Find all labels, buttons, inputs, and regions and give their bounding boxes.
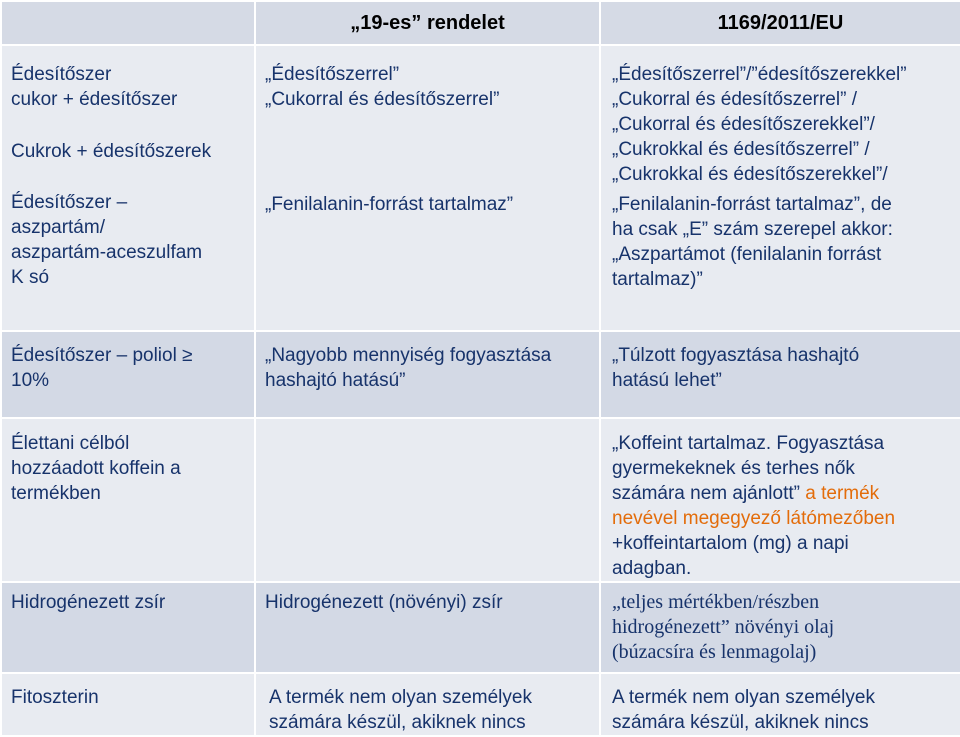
text-line: „Cukorral és édesítőszerrel” / bbox=[612, 89, 857, 110]
text-line: „Aszpartámot (fenilalanin forrást bbox=[612, 244, 882, 265]
text-line: „Édesítőszerrel” bbox=[265, 64, 400, 85]
row2-label-cell bbox=[1, 331, 255, 418]
row3-rule19-cell bbox=[255, 418, 600, 582]
table-row bbox=[1, 45, 960, 331]
table-row bbox=[1, 418, 960, 582]
table-row bbox=[1, 582, 960, 673]
text-line: hatású lehet” bbox=[612, 370, 722, 391]
row1-eu-cell bbox=[600, 45, 960, 331]
label-line: termékben bbox=[11, 483, 101, 504]
header-row bbox=[1, 1, 960, 45]
row4-label-cell: Hidrogénezett zsír bbox=[1, 582, 255, 673]
row4-eu-cell bbox=[600, 582, 960, 673]
label-line: Édesítőszer bbox=[11, 64, 112, 85]
text-line: ha csak „E” szám szerepel akkor: bbox=[612, 219, 893, 240]
text-line: gyermekeknek és terhes nők bbox=[612, 458, 855, 479]
text-line bbox=[612, 481, 960, 506]
text-line: A termék nem olyan személyek bbox=[612, 687, 875, 708]
highlight-line: nevével megegyező látómezőben bbox=[612, 508, 896, 529]
text-line: „Édesítőszerrel”/”édesítőszerekkel” bbox=[612, 64, 907, 85]
header-empty-cell bbox=[1, 1, 255, 45]
text-line: „Cukorral és édesítőszerekkel”/ bbox=[612, 114, 875, 135]
text-line: hidrogénezett” növényi olaj bbox=[612, 616, 835, 638]
text-line: „Cukrokkal és édesítőszerrel” / bbox=[612, 139, 870, 160]
label-line: aszpartám-aceszulfam bbox=[11, 242, 203, 263]
table-row bbox=[1, 673, 960, 736]
row1-label-cell bbox=[1, 45, 255, 331]
label-line: Édesítőszer – bbox=[11, 192, 128, 213]
text-line: „Fenilalanin-forrást tartalmaz”, de bbox=[612, 194, 892, 215]
label-line: Élettani célból bbox=[11, 433, 130, 454]
label-line: 10% bbox=[11, 370, 50, 391]
row5-eu-cell bbox=[600, 673, 960, 736]
text-line: tartalmaz)” bbox=[612, 269, 703, 290]
text-line: „Koffeint tartalmaz. Fogyasztása bbox=[612, 433, 885, 454]
label-line: cukor + édesítőszer bbox=[11, 89, 178, 110]
row5-label-cell: Fitoszterin bbox=[1, 673, 255, 736]
label-line: Cukrok + édesítőszerek bbox=[11, 141, 212, 162]
text-line: számára készül, akiknek nincs bbox=[269, 712, 526, 733]
text-line: „Cukorral és édesítőszerrel” bbox=[265, 89, 500, 110]
row3-label-cell bbox=[1, 418, 255, 582]
label-line: hozzáadott koffein a bbox=[11, 458, 181, 479]
label-line: Édesítőszer – poliol ≥ bbox=[11, 345, 193, 366]
text-line: „Nagyobb mennyiség fogyasztása bbox=[265, 345, 552, 366]
row5-rule19-cell bbox=[255, 673, 600, 736]
text-line: „Fenilalanin-forrást tartalmaz” bbox=[265, 194, 514, 215]
text-line: „Cukrokkal és édesítőszerekkel”/ bbox=[612, 164, 888, 185]
text-fragment: számára nem ajánlott” bbox=[612, 483, 806, 504]
row2-eu-cell bbox=[600, 331, 960, 418]
text-line: adagban. bbox=[612, 558, 692, 579]
text-line: +koffeintartalom (mg) a napi bbox=[612, 533, 849, 554]
row1-rule19-cell bbox=[255, 45, 600, 331]
text-line: A termék nem olyan személyek bbox=[269, 687, 532, 708]
text-line: (búzacsíra és lenmagolaj) bbox=[612, 641, 817, 663]
header-regulation-eu: 1169/2011/EU bbox=[600, 1, 960, 45]
label-line: aszpartám/ bbox=[11, 217, 105, 238]
text-line: hashajtó hatású” bbox=[265, 370, 406, 391]
row2-rule19-cell bbox=[255, 331, 600, 418]
row3-eu-cell bbox=[600, 418, 960, 582]
table-row bbox=[1, 331, 960, 418]
text-line: „teljes mértékben/részben bbox=[612, 591, 820, 613]
text-line: számára készül, akiknek nincs bbox=[612, 712, 869, 733]
row4-rule19-cell: Hidrogénezett (növényi) zsír bbox=[255, 582, 600, 673]
label-line: K só bbox=[11, 267, 50, 288]
header-regulation-19: „19-es” rendelet bbox=[255, 1, 600, 45]
highlight-fragment: a termék bbox=[805, 483, 880, 504]
text-line: „Túlzott fogyasztása hashajtó bbox=[612, 345, 860, 366]
